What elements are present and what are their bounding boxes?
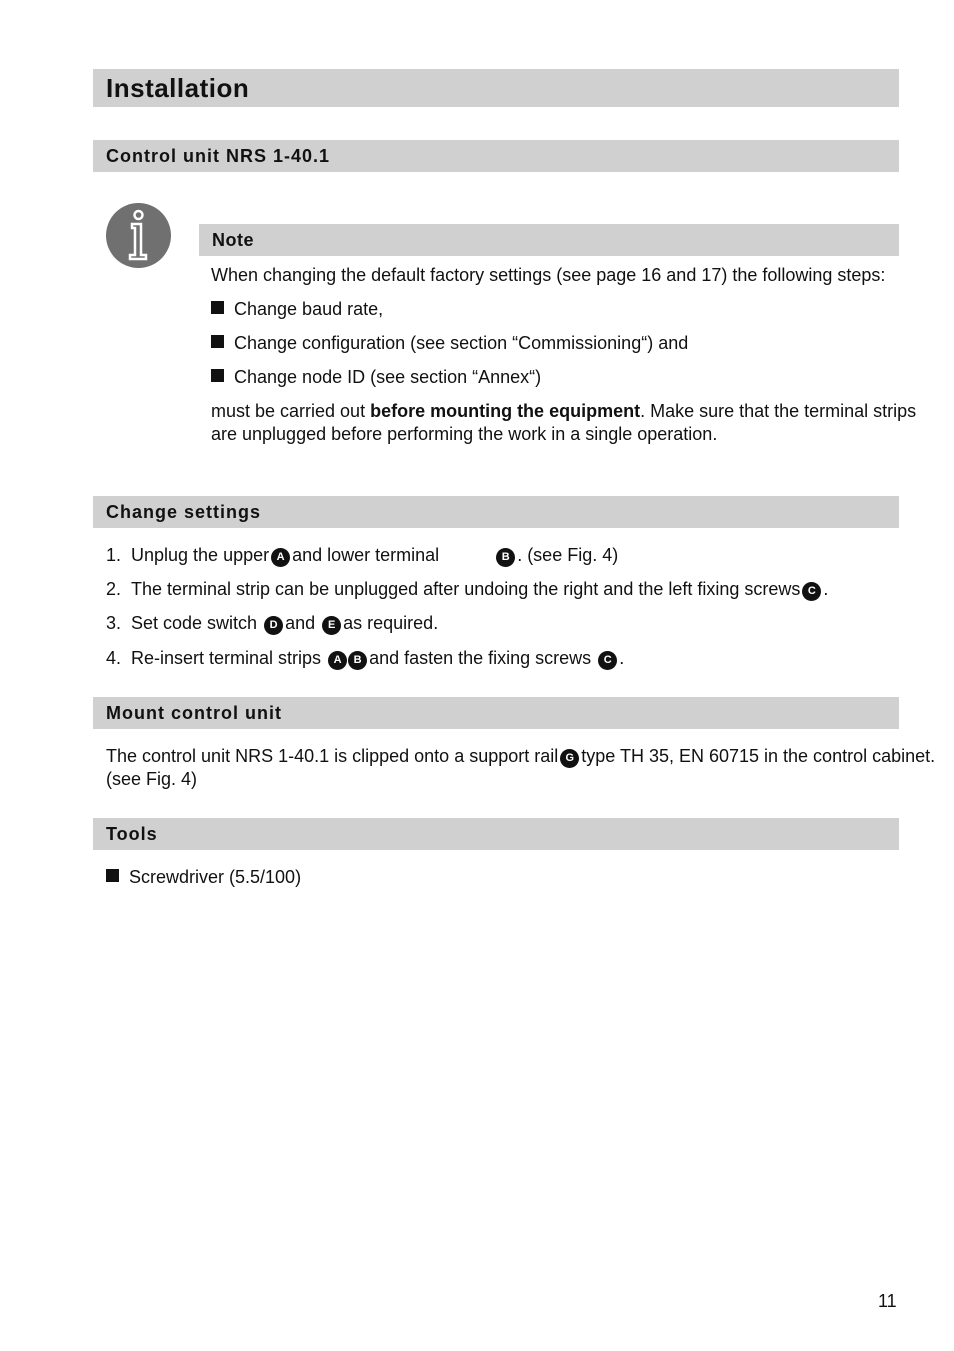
callout-badge: A xyxy=(271,548,290,567)
step-item: 1. Unplug the upper A and lower terminal B . (see Fig. 4) xyxy=(106,545,619,565)
mount-text: The control unit NRS 1-40.1 is clipped onto a support rail G type TH 35, EN 60715 in the control cabinet. xyxy=(106,746,936,766)
section-heading-control-unit: Control unit NRS 1-40.1 xyxy=(93,140,899,172)
callout-badge: D xyxy=(264,616,283,635)
callout-badge: B xyxy=(496,548,515,567)
note-intro: When changing the default factory settings (see page 16 and 17) the following steps: xyxy=(211,265,886,285)
section-heading-mount: Mount control unit xyxy=(93,697,899,729)
callout-badge: C xyxy=(598,651,617,670)
list-item: Screwdriver (5.5/100) xyxy=(106,866,301,889)
info-icon xyxy=(106,203,171,268)
bullet-square-icon xyxy=(211,369,224,382)
section-heading-change-settings: Change settings xyxy=(93,496,899,528)
note-heading: Note xyxy=(199,224,899,256)
mount-text-line2: (see Fig. 4) xyxy=(106,769,198,789)
note-closing-line2: are unplugged before performing the work in a single operation. xyxy=(211,424,718,444)
callout-badge: C xyxy=(802,582,821,601)
step-item: 3. Set code switch D and E as required. xyxy=(106,613,439,633)
bullet-square-icon xyxy=(106,869,119,882)
note-closing: must be carried out before mounting the equipment. Make sure that the terminal strips xyxy=(211,401,917,421)
bullet-square-icon xyxy=(211,301,224,314)
list-item: Change configuration (see section “Commissioning“) and xyxy=(211,332,688,355)
step-item: 4. Re-insert terminal strips A B and fasten the fixing screws C . xyxy=(106,648,625,668)
bullet-square-icon xyxy=(211,335,224,348)
callout-badge: G xyxy=(560,749,579,768)
callout-badge: B xyxy=(348,651,367,670)
list-item: Change node ID (see section “Annex“) xyxy=(211,366,541,389)
step-item: 2. The terminal strip can be unplugged after undoing the right and the left fixing screws C . xyxy=(106,579,829,599)
page-number: 11 xyxy=(878,1291,897,1311)
section-heading-tools: Tools xyxy=(93,818,899,850)
callout-badge: A xyxy=(328,651,347,670)
callout-badge: E xyxy=(322,616,341,635)
list-item: Change baud rate, xyxy=(211,298,383,321)
page-title: Installation xyxy=(93,69,899,107)
